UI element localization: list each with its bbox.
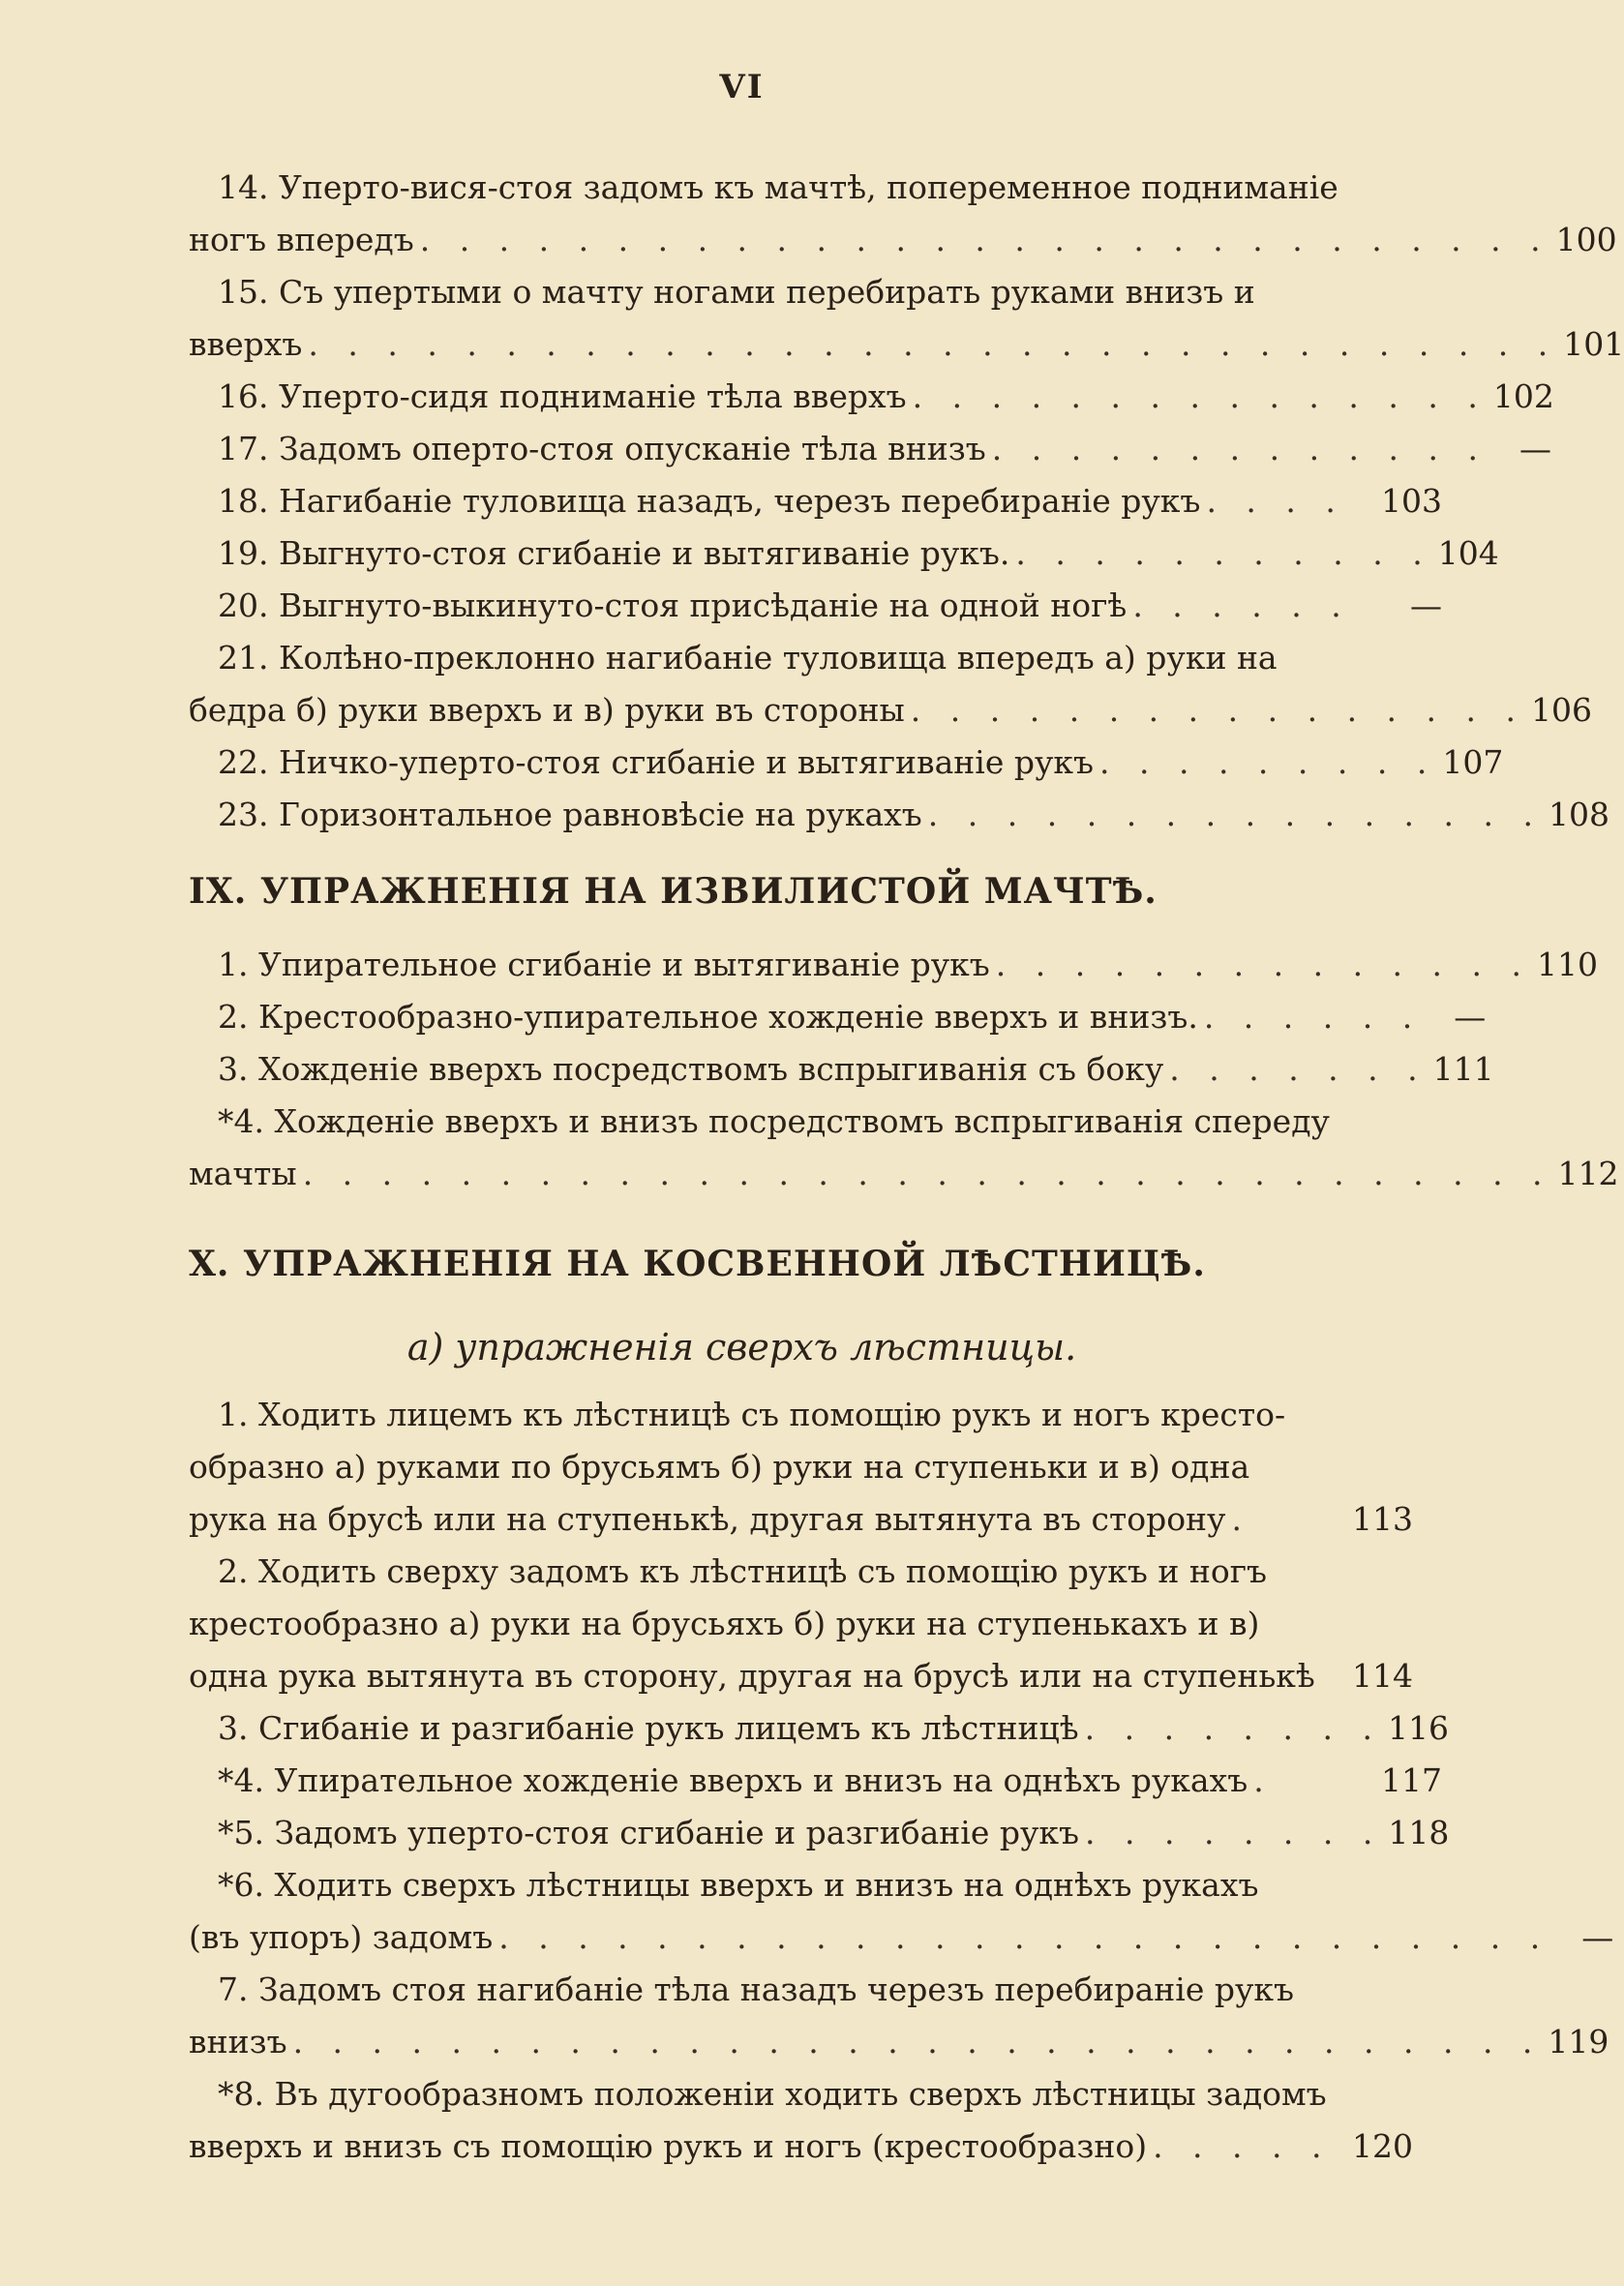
toc-entry-line — [189, 1655, 1413, 1698]
toc-entry-line — [189, 1707, 1449, 1750]
toc-entry-line — [189, 2125, 1413, 2168]
leader-dots: . — [1231, 1500, 1251, 1538]
toc-entry-line — [189, 1760, 1442, 1802]
entry-text: 2. Крестообразно-упирательное хожденіе вверхъ и внизъ. — [218, 998, 1198, 1036]
toc-entry-line — [189, 376, 1554, 418]
toc-entry-line — [189, 480, 1442, 523]
toc-entry-line — [189, 585, 1442, 627]
leader-dots: . . . . . . . . . . . . . . . . — [910, 691, 1525, 729]
leader-dots: . . . . . . . . . . . . . . . . . . . . . . . . . . . . . . . . — [308, 325, 1558, 363]
toc-entry-line — [189, 1498, 1413, 1541]
leader-dots: . . . . . . — [1132, 587, 1351, 624]
page-reference: 103 — [1381, 482, 1442, 520]
toc-entry-line — [189, 1550, 1442, 1593]
section-heading-ix: IX. УПРАЖНЕНІЯ НА ИЗВИЛИСТОЙ МАЧТѢ. — [189, 871, 1158, 912]
toc-entry-line — [189, 794, 1609, 836]
entry-text: 1. Ходить лицемъ къ лѣстницѣ съ помощію рукъ и ногъ кресто- — [218, 1396, 1286, 1433]
entry-text: 23. Горизонтальное равновѣсіе на рукахъ — [218, 796, 922, 833]
toc-entry-line — [189, 1394, 1442, 1436]
page-reference: 113 — [1352, 1500, 1413, 1538]
entry-text: 19. Выгнуто-стоя сгибаніе и вытягиваніе рукъ. — [218, 534, 1010, 572]
page-reference: 102 — [1492, 377, 1554, 415]
entry-text: 3. Сгибаніе и разгибаніе рукъ лицемъ къ лѣстницѣ — [218, 1709, 1079, 1747]
entry-text: 22. Ничко-уперто-стоя сгибаніе и вытягиваніе рукъ — [218, 743, 1095, 781]
page-reference: 107 — [1442, 743, 1504, 781]
page-reference: 120 — [1352, 2127, 1413, 2165]
toc-entry-line — [189, 166, 1442, 209]
entry-text: *4. Упирательное хожденіе вверхъ и внизъ на однѣхъ рукахъ — [218, 1761, 1248, 1799]
page-reference: 112 — [1557, 1155, 1619, 1192]
page-reference: — — [1454, 998, 1487, 1036]
page-reference: — — [1410, 587, 1442, 624]
page-reference: 118 — [1388, 1814, 1450, 1851]
leader-dots: . . . . . . . . — [1084, 1709, 1382, 1747]
leader-dots: . . . . . . . . . . . . . . . — [912, 377, 1488, 415]
leader-dots: . . . . . . . . . . . . . . . . . . . . . . . . . . . . . . . . — [302, 1155, 1552, 1192]
toc-entry-line — [189, 996, 1487, 1038]
toc-entry-line — [189, 1864, 1442, 1907]
page-reference: 116 — [1388, 1709, 1449, 1747]
page-reference: 101 — [1563, 325, 1624, 363]
toc-entry-line — [189, 1048, 1494, 1091]
leader-dots: . . . . . . . . . . . — [1015, 534, 1432, 572]
subsection-heading-a: а) упражненія сверхъ лѣстницы. — [406, 1326, 1077, 1369]
toc-entry-line — [189, 741, 1504, 784]
entry-text: *8. Въ дугообразномъ положеніи ходить сверхъ лѣстницы задомъ — [218, 2075, 1327, 2113]
leader-dots: . . . . . . . . . . . . . . . . — [927, 796, 1543, 833]
entry-text: 7. Задомъ стоя нагибаніе тѣла назадъ черезъ перебираніе рукъ — [218, 1970, 1295, 2008]
entry-text: вверхъ — [189, 325, 303, 363]
page-reference: 114 — [1352, 1657, 1413, 1695]
page-reference: 106 — [1530, 691, 1592, 729]
toc-entry-line — [189, 271, 1442, 314]
entry-text: 2. Ходить сверху задомъ къ лѣстницѣ съ помощію рукъ и ногъ — [218, 1552, 1268, 1590]
entry-text: 17. Задомъ оперто-стоя опусканіе тѣла внизъ — [218, 430, 986, 467]
entry-text: ногъ впередъ — [189, 221, 414, 258]
entry-text: 16. Уперто-сидя подниманіе тѣла вверхъ — [218, 377, 907, 415]
toc-entry-line — [189, 1812, 1450, 1854]
page-reference: 111 — [1432, 1050, 1494, 1088]
entry-text: (въ упоръ) задомъ — [189, 1918, 494, 1956]
toc-entry-line — [189, 944, 1598, 986]
page-reference: 104 — [1437, 534, 1499, 572]
page-reference: 110 — [1537, 946, 1598, 983]
entry-text: 20. Выгнуто-выкинуто-стоя присѣданіе на одной ногѣ — [218, 587, 1128, 624]
toc-entry-line — [189, 689, 1592, 732]
toc-entry-line — [189, 323, 1624, 366]
entry-text: рука на брусѣ или на ступенькѣ, другая вытянута въ сторону — [189, 1500, 1226, 1538]
entry-text: образно а) руками по брусьямъ б) руки на ступеньки и в) одна — [189, 1448, 1250, 1486]
leader-dots: . . . . . . — [1203, 998, 1423, 1036]
entry-text: внизъ — [189, 2023, 287, 2060]
entry-text: 1. Упирательное сгибаніе и вытягиваніе рукъ — [218, 946, 990, 983]
entry-text: вверхъ и внизъ съ помощію рукъ и ногъ (крестообразно) — [189, 2127, 1148, 2165]
entry-text: *6. Ходить сверхъ лѣстницы вверхъ и внизъ на однѣхъ рукахъ — [218, 1866, 1259, 1904]
entry-text: крестообразно а) руки на брусьяхъ б) руки на ступенькахъ и в) — [189, 1605, 1260, 1642]
entry-text: 14. Уперто-вися-стоя задомъ къ мачтѣ, попеременное подниманіе — [218, 168, 1338, 206]
leader-dots: . . . . . . . . . . . . . . — [995, 946, 1531, 983]
toc-entry-line — [189, 532, 1499, 575]
entry-text: 21. Колѣно-преклонно нагибаніе туловища впередъ а) руки на — [218, 639, 1278, 677]
entry-text: *4. Хожденіе вверхъ и внизъ посредствомъ вспрыгиванія спереду — [218, 1102, 1330, 1140]
toc-entry-line — [189, 2073, 1442, 2116]
entry-text: 15. Съ упертыми о мачту ногами перебирать руками внизъ и — [218, 273, 1255, 311]
page-reference: — — [1581, 1918, 1614, 1956]
page-reference: 117 — [1381, 1761, 1442, 1799]
entry-text: мачты — [189, 1155, 297, 1192]
toc-entry-line — [189, 2021, 1609, 2063]
leader-dots: . . . . . — [1153, 2127, 1332, 2165]
leader-dots: . . . . — [1206, 482, 1345, 520]
toc-entry-line — [189, 1446, 1413, 1489]
entry-text: 3. Хожденіе вверхъ посредствомъ вспрыгиванія съ боку — [218, 1050, 1164, 1088]
page-reference: 119 — [1548, 2023, 1609, 2060]
leader-dots: . . . . . . . . . . . . . . . . . . . . . . . . . . . . . — [419, 221, 1550, 258]
toc-entry-line — [189, 1100, 1442, 1143]
toc-entry-line — [189, 428, 1551, 470]
leader-dots: . . . . . . . . . . . . . — [991, 430, 1488, 467]
toc-entry-line — [189, 1603, 1413, 1645]
entry-text: 18. Нагибаніе туловища назадъ, черезъ перебираніе рукъ — [218, 482, 1201, 520]
leader-dots: . — [1253, 1761, 1274, 1799]
section-heading-x: X. УПРАЖНЕНІЯ НА КОСВЕННОЙ ЛѢСТНИЦѢ. — [189, 1244, 1206, 1284]
toc-entry-line — [189, 1916, 1614, 1959]
page-number: VI — [719, 68, 765, 106]
leader-dots: . . . . . . . . — [1085, 1814, 1383, 1851]
toc-entry-line — [189, 1153, 1619, 1195]
toc-entry-line — [189, 637, 1442, 679]
leader-dots: . . . . . . . . . . . . . . . . . . . . . . . . . . . . . . . . — [292, 2023, 1543, 2060]
toc-entry-line — [189, 219, 1617, 261]
leader-dots: . . . . . . . . . . . . . . . . . . . . . . . . . . . — [498, 1918, 1550, 1956]
page-reference: 100 — [1555, 221, 1617, 258]
entry-text: одна рука вытянута въ сторону, другая на брусѣ или на ступенькѣ — [189, 1657, 1315, 1695]
entry-text: бедра б) руки вверхъ и в) руки въ стороны — [189, 691, 905, 729]
toc-entry-line — [189, 1969, 1442, 2011]
page-reference: — — [1519, 430, 1551, 467]
leader-dots: . . . . . . . . . — [1099, 743, 1437, 781]
page-reference: 108 — [1548, 796, 1609, 833]
entry-text: *5. Задомъ уперто-стоя сгибаніе и разгибаніе рукъ — [218, 1814, 1080, 1851]
leader-dots: . . . . . . . — [1169, 1050, 1428, 1088]
